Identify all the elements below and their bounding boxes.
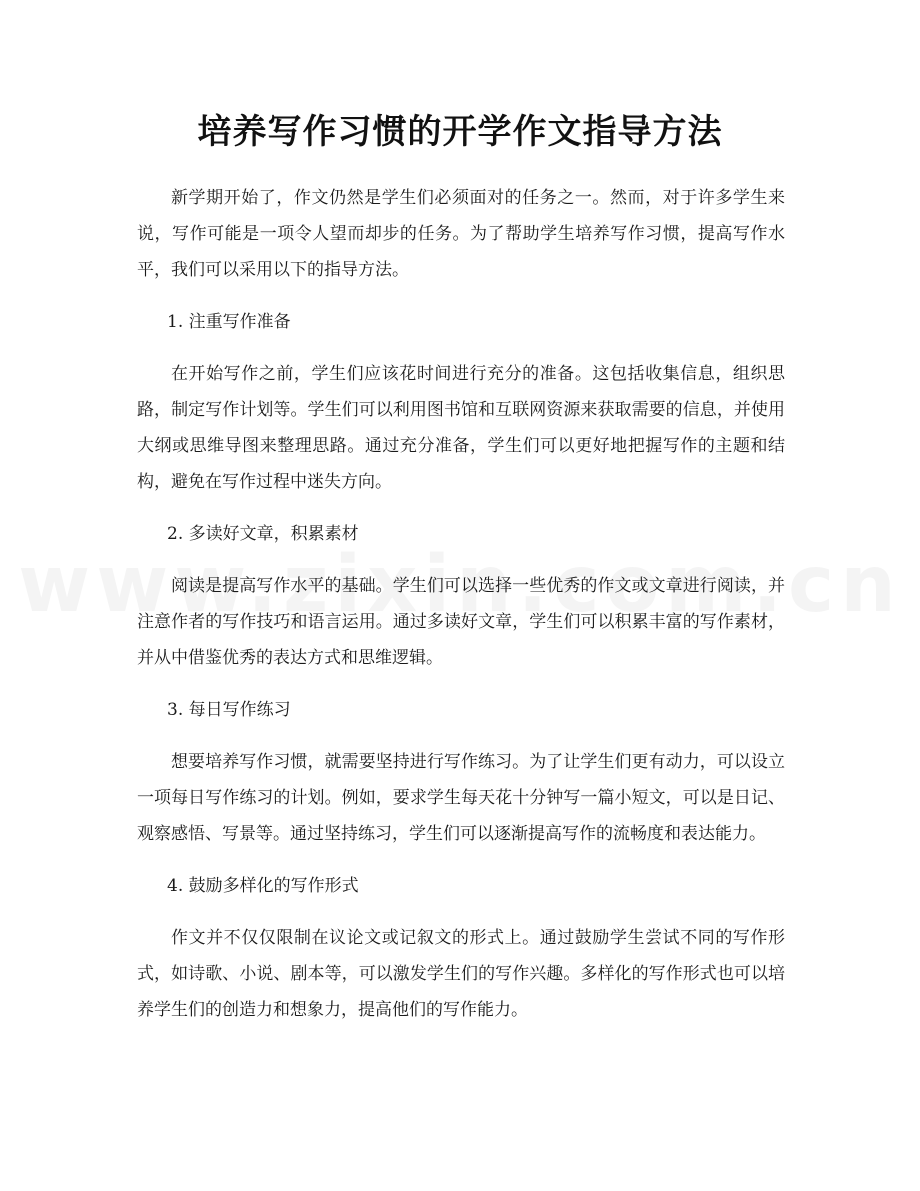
intro-paragraph: 新学期开始了，作文仍然是学生们必须面对的任务之一。然而，对于许多学生来说，写作可能是一项令人望而却步的任务。为了帮助学生培养写作习惯，提高写作水平，我们可以采用以下的指导方法。 xyxy=(137,188,785,280)
section-body-2: 阅读是提高写作水平的基础。学生们可以选择一些优秀的作文或文章进行阅读，并注意作者的写作技巧和语言运用。通过多读好文章，学生们可以积累丰富的写作素材，并从中借鉴优秀的表达方式和思维逻辑。 xyxy=(137,576,785,668)
section-heading-3: 3. 每日写作练习 xyxy=(167,700,291,720)
page-title: 培养写作习惯的开学作文指导方法 xyxy=(197,112,723,152)
section-heading-2: 2. 多读好文章，积累素材 xyxy=(167,524,359,544)
section-body-4: 作文并不仅仅限制在议论文或记叙文的形式上。通过鼓励学生尝试不同的写作形式，如诗歌、小说、剧本等，可以激发学生们的写作兴趣。多样化的写作形式也可以培养学生们的创造力和想象力，提高他们的写作能力。 xyxy=(137,928,785,1020)
section-body-3: 想要培养写作习惯，就需要坚持进行写作练习。为了让学生们更有动力，可以设立一项每日写作练习的计划。例如，要求学生每天花十分钟写一篇小短文，可以是日记、观察感悟、写景等。通过坚持练习，学生们可以逐渐提高写作的流畅度和表达能力。 xyxy=(137,752,785,844)
document-body xyxy=(137,180,785,1044)
section-heading-1: 1. 注重写作准备 xyxy=(167,312,291,332)
section-body-1: 在开始写作之前，学生们应该花时间进行充分的准备。这包括收集信息，组织思路，制定写作计划等。学生们可以利用图书馆和互联网资源来获取需要的信息，并使用大纲或思维导图来整理思路。通过充分准备，学生们可以更好地把握写作的主题和结构，避免在写作过程中迷失方向。 xyxy=(137,364,785,492)
section-heading-4: 4. 鼓励多样化的写作形式 xyxy=(167,876,359,896)
